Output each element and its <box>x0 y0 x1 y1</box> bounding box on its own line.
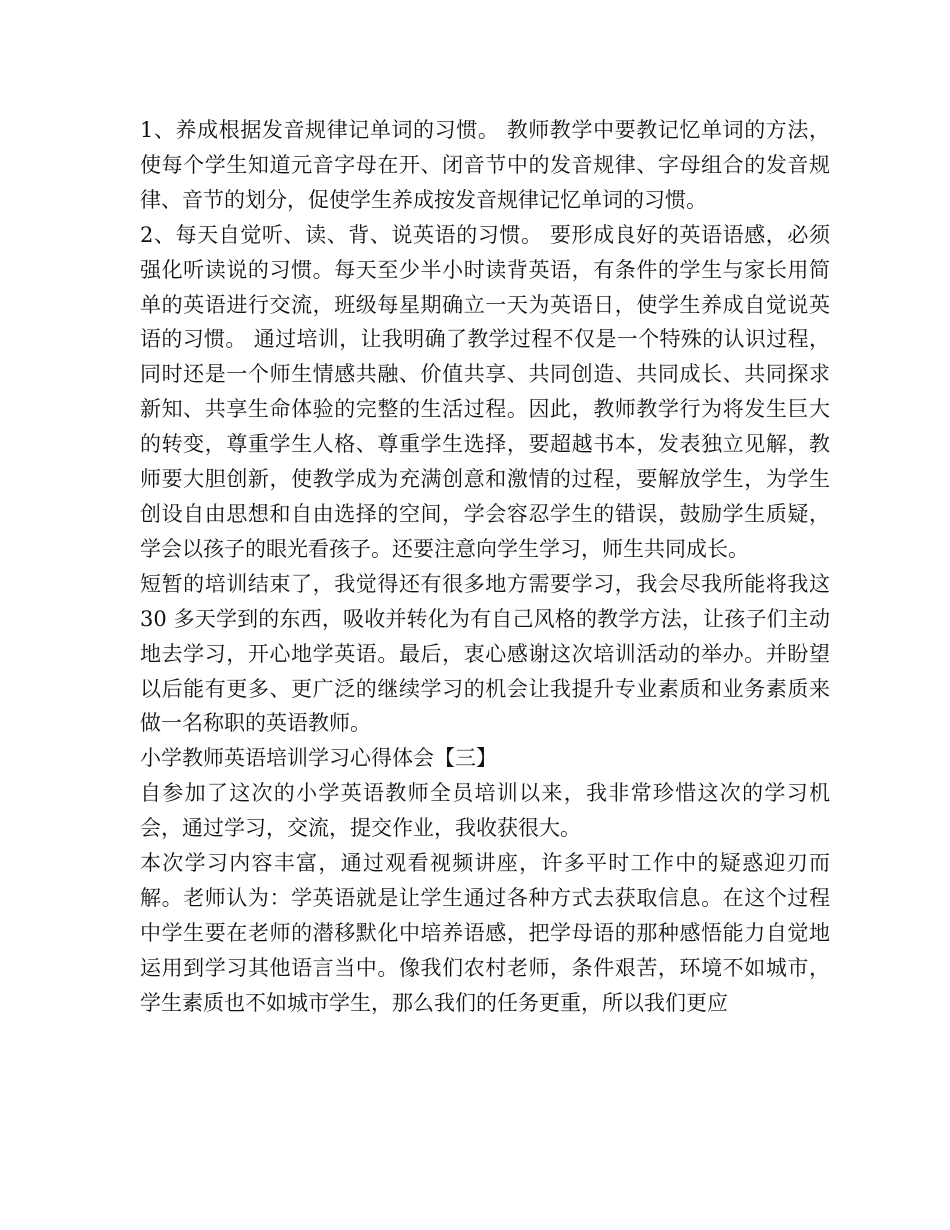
paragraph-training-conclusion: 短暂的培训结束了，我觉得还有很多地方需要学习，我会尽我所能将我这 30 多天学到的东西，吸收并转化为有自己风格的教学方法，让孩子们主动地去学习，开心地学英语。最后，衷心感谢这次培训活动的举办。并盼望以后能有更多、更广泛的继续学习的机会让我提升专业素质和业务素质来做一名称职的英语教师。 <box>140 571 830 736</box>
paragraph-habit-daily-english: 2、每天自觉听、读、背、说英语的习惯。 要形成良好的英语语感，必须强化听读说的习惯。每天至少半小时读背英语，有条件的学生与家长用简单的英语进行交流，班级每星期确立一天为英语日，使学生养成自觉说英语的习惯。 通过培训，让我明确了教学过程不仅是一个特殊的认识过程，同时还是一个师生情感共融、价值共享、共同创造、共同成长、共同探求新知、共享生命体验的完整的生活过程。因此，教师教学行为将发生巨大的转变，尊重学生人格、尊重学生选择，要超越书本，发表独立见解，教师要大胆创新，使教学成为充满创意和激情的过程，要解放学生，为学生创设自由思想和自由选择的空间，学会容忍学生的错误，鼓励学生质疑，学会以孩子的眼光看孩子。还要注意向学生学习，师生共同成长。 <box>140 222 830 561</box>
paragraph-habit-phonics: 1、养成根据发音规律记单词的习惯。 教师教学中要教记忆单词的方法，使每个学生知道元音字母在开、闭音节中的发音规律、字母组合的发音规律、音节的划分，促使学生养成按发音规律记忆单词的习惯。 <box>140 118 830 212</box>
section-heading: 小学教师英语培训学习心得体会【三】 <box>140 746 497 771</box>
document-body <box>140 113 830 1021</box>
paragraph-learning-content: 本次学习内容丰富，通过观看视频讲座，许多平时工作中的疑惑迎刃而解。老师认为：学英语就是让学生通过各种方式去获取信息。在这个过程中学生要在老师的潜移默化中培养语感，把学母语的那种感悟能力自觉地运用到学习其他语言当中。像我们农村老师，条件艰苦，环境不如城市，学生素质也不如城市学生，那么我们的任务更重，所以我们更应 <box>140 851 830 1015</box>
paragraph-participation: 自参加了这次的小学英语教师全员培训以来，我非常珍惜这次的学习机会，通过学习，交流，提交作业，我收获很大。 <box>140 781 830 841</box>
